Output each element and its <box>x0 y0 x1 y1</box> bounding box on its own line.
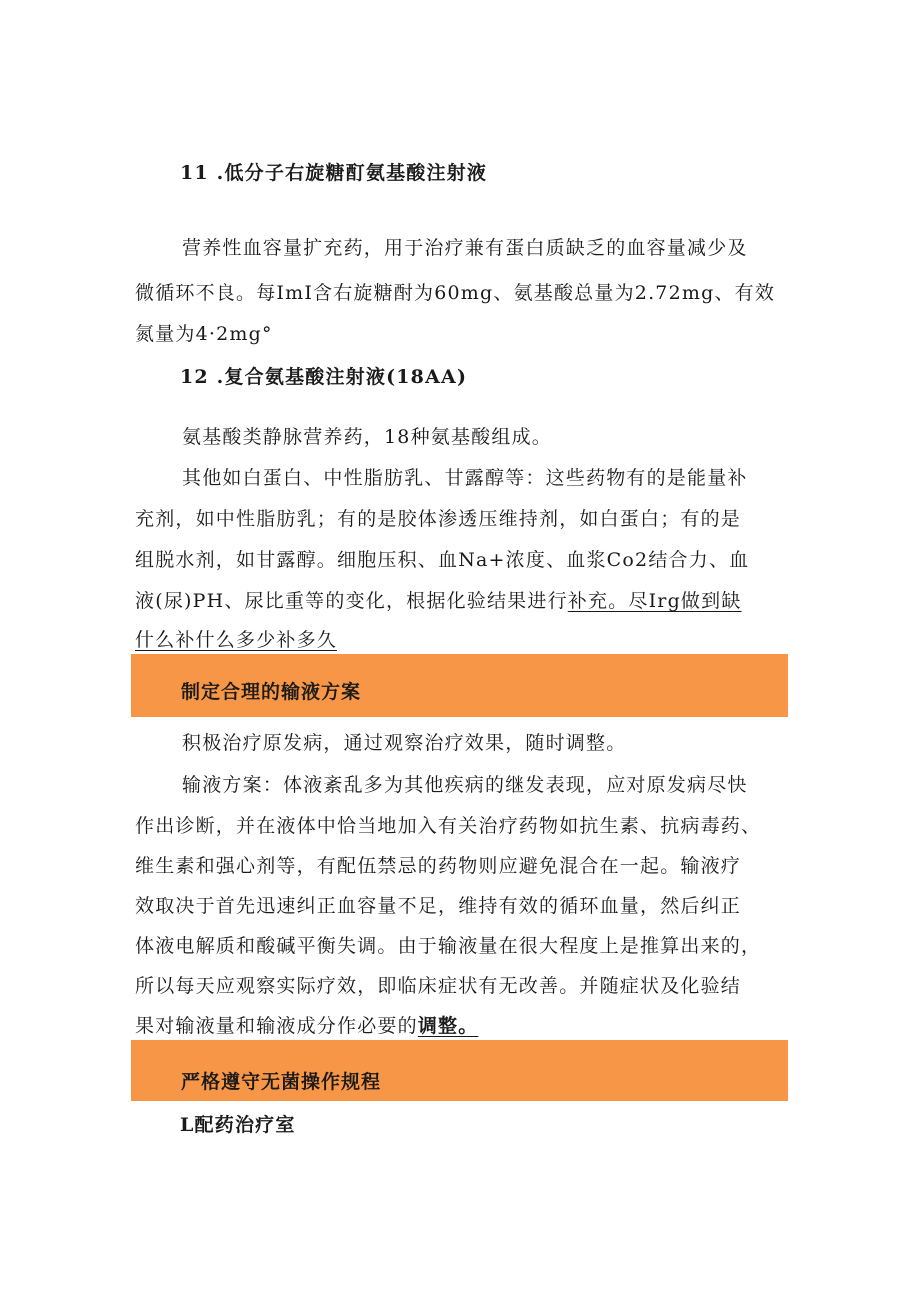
paragraph-text: 液(尿)PH、尿比重等的变化，根据化验结果进行 <box>135 590 568 612</box>
paragraph-line: 微循环不良。每ImI含右旋糖酎为60mg、氨基酸总量为2.72mg、有效 <box>135 282 776 304</box>
section-12-heading: 12 .复合氨基酸注射液(18AA) <box>180 366 468 388</box>
underlined-line: 什么补什么多少补多久 <box>135 629 338 651</box>
paragraph-line: 所以每天应观察实际疗效，即临床症状有无改善。并随症状及化验结 <box>135 975 742 997</box>
underlined-text: 调整。 <box>417 1015 479 1037</box>
section-band-aseptic <box>131 1040 788 1101</box>
section-band-infusion-plan <box>131 654 788 717</box>
paragraph-line: 组脱水剂，如甘露醇。细胞压积、血Na+浓度、血浆Co2结合力、血 <box>135 549 750 571</box>
paragraph-line: 维生素和强心剂等，有配伍禁忌的药物则应避免混合在一起。输液疗 <box>135 855 742 877</box>
underlined-text: 补充。尽Irg做到缺 <box>567 590 742 612</box>
paragraph-line: 氨基酸类静脉营养药，18种氨基酸组成。 <box>182 426 552 448</box>
section-11-heading: 11 .低分子右旋糖酊氨基酸注射液 <box>180 162 488 184</box>
band-title: 严格遵守无菌操作规程 <box>181 1071 382 1093</box>
paragraph-line: 输液方案：体液紊乱多为其他疾病的继发表现，应对原发病尽快 <box>182 774 748 796</box>
paragraph-line: 氮量为4·2mg° <box>135 323 273 345</box>
subsection-heading: L配药治疗室 <box>180 1114 296 1136</box>
paragraph-line: 作出诊断，并在液体中恰当地加入有关治疗药物如抗生素、抗病毒药、 <box>135 815 762 837</box>
band-title: 制定合理的输液方案 <box>181 681 362 703</box>
paragraph-line: 效取决于首先迅速纠正血容量不足，维持有效的循环血量，然后纠正 <box>135 895 742 917</box>
paragraph-line <box>135 1013 478 1039</box>
paragraph-line: 体液电解质和酸碱平衡失调。由于输液量在很大程度上是推算出来的， <box>135 935 762 957</box>
paragraph-line: 营养性血容量扩充药，用于治疗兼有蛋白质缺乏的血容量减少及 <box>182 237 748 259</box>
paragraph-line: 积极治疗原发病，通过观察治疗效果，随时调整。 <box>182 732 627 754</box>
paragraph-text: 果对输液量和输液成分作必要的 <box>135 1015 418 1037</box>
paragraph-line: 充剂，如中性脂肪乳；有的是胶体渗透压维持剂，如白蛋白；有的是 <box>135 508 742 530</box>
paragraph-line <box>135 588 742 614</box>
paragraph-line: 其他如白蛋白、中性脂肪乳、甘露醇等：这些药物有的是能量补 <box>182 467 748 489</box>
